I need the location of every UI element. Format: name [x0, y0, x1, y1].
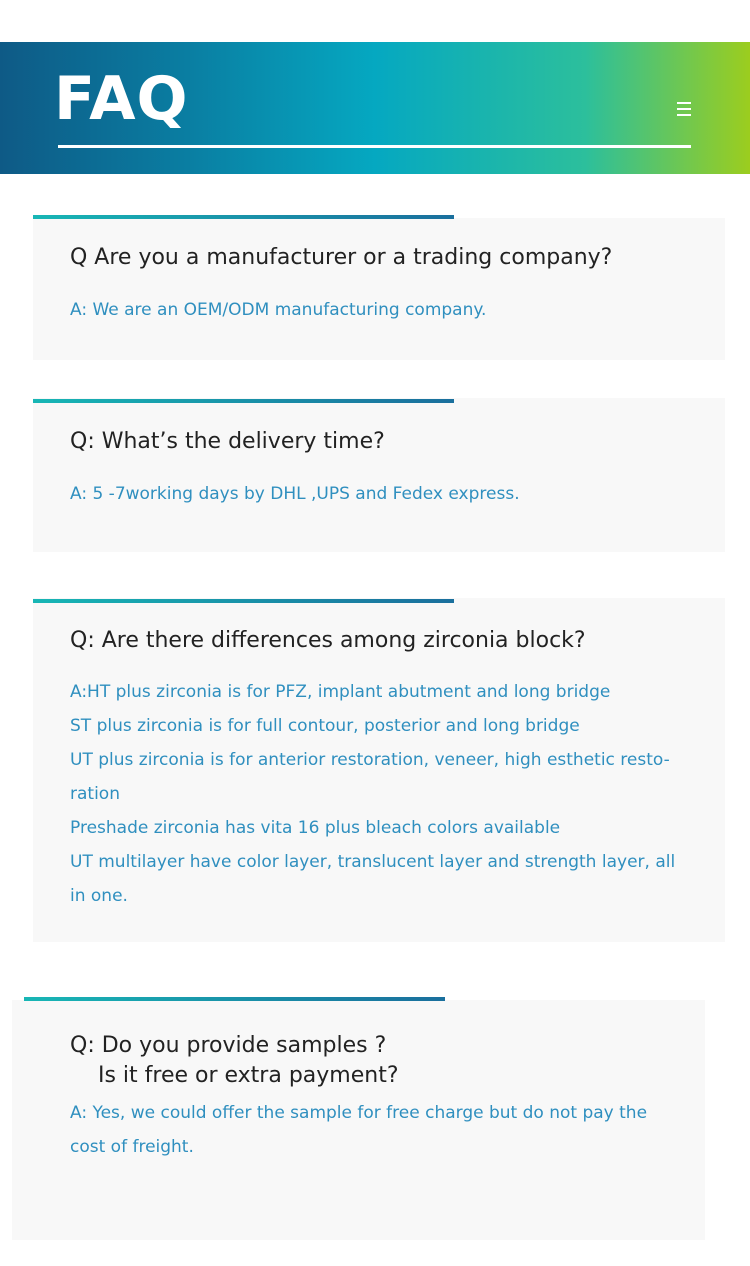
card-accent-bar	[33, 215, 454, 219]
page-title: FAQ	[54, 64, 189, 134]
answer-line: A: We are an OEM/ODM manufacturing company.	[70, 300, 487, 320]
answer-line: UT multilayer have color layer, translucent layer and strength layer, all in one.	[70, 852, 676, 906]
faq-answer	[70, 293, 685, 327]
card-accent-bar	[33, 399, 454, 403]
answer-line: ST plus zirconia is for full contour, posterior and long bridge	[70, 716, 580, 736]
faq-card	[33, 218, 725, 360]
answer-line: A: 5 -7working days by DHL ,UPS and Fedex express.	[70, 484, 520, 504]
card-accent-bar	[33, 599, 454, 603]
answer-line: Preshade zirconia has vita 16 plus bleach colors available	[70, 818, 561, 838]
answer-line: A: Yes, we could offer the sample for free charge but do not pay the cost of freight.	[70, 1103, 648, 1157]
faq-answer	[70, 477, 685, 511]
faq-banner	[0, 42, 750, 174]
menu-icon[interactable]	[677, 102, 691, 116]
faq-question: Q: Do you provide samples ? Is it free or extra payment?	[70, 1033, 399, 1088]
answer-line: A:HT plus zirconia is for PFZ, implant abutment and long bridge	[70, 682, 611, 702]
title-underline	[58, 145, 691, 148]
faq-card	[33, 398, 725, 552]
faq-question: Q Are you a manufacturer or a trading company?	[70, 245, 613, 270]
answer-line: UT plus zirconia is for anterior restoration, veneer, high esthetic resto-ration	[70, 750, 670, 804]
faq-answer	[70, 1096, 685, 1164]
faq-answer	[70, 675, 685, 913]
faq-question: Q: Are there differences among zirconia block?	[70, 628, 586, 653]
card-accent-bar	[24, 997, 445, 1001]
faq-question: Q: What’s the delivery time?	[70, 429, 385, 454]
